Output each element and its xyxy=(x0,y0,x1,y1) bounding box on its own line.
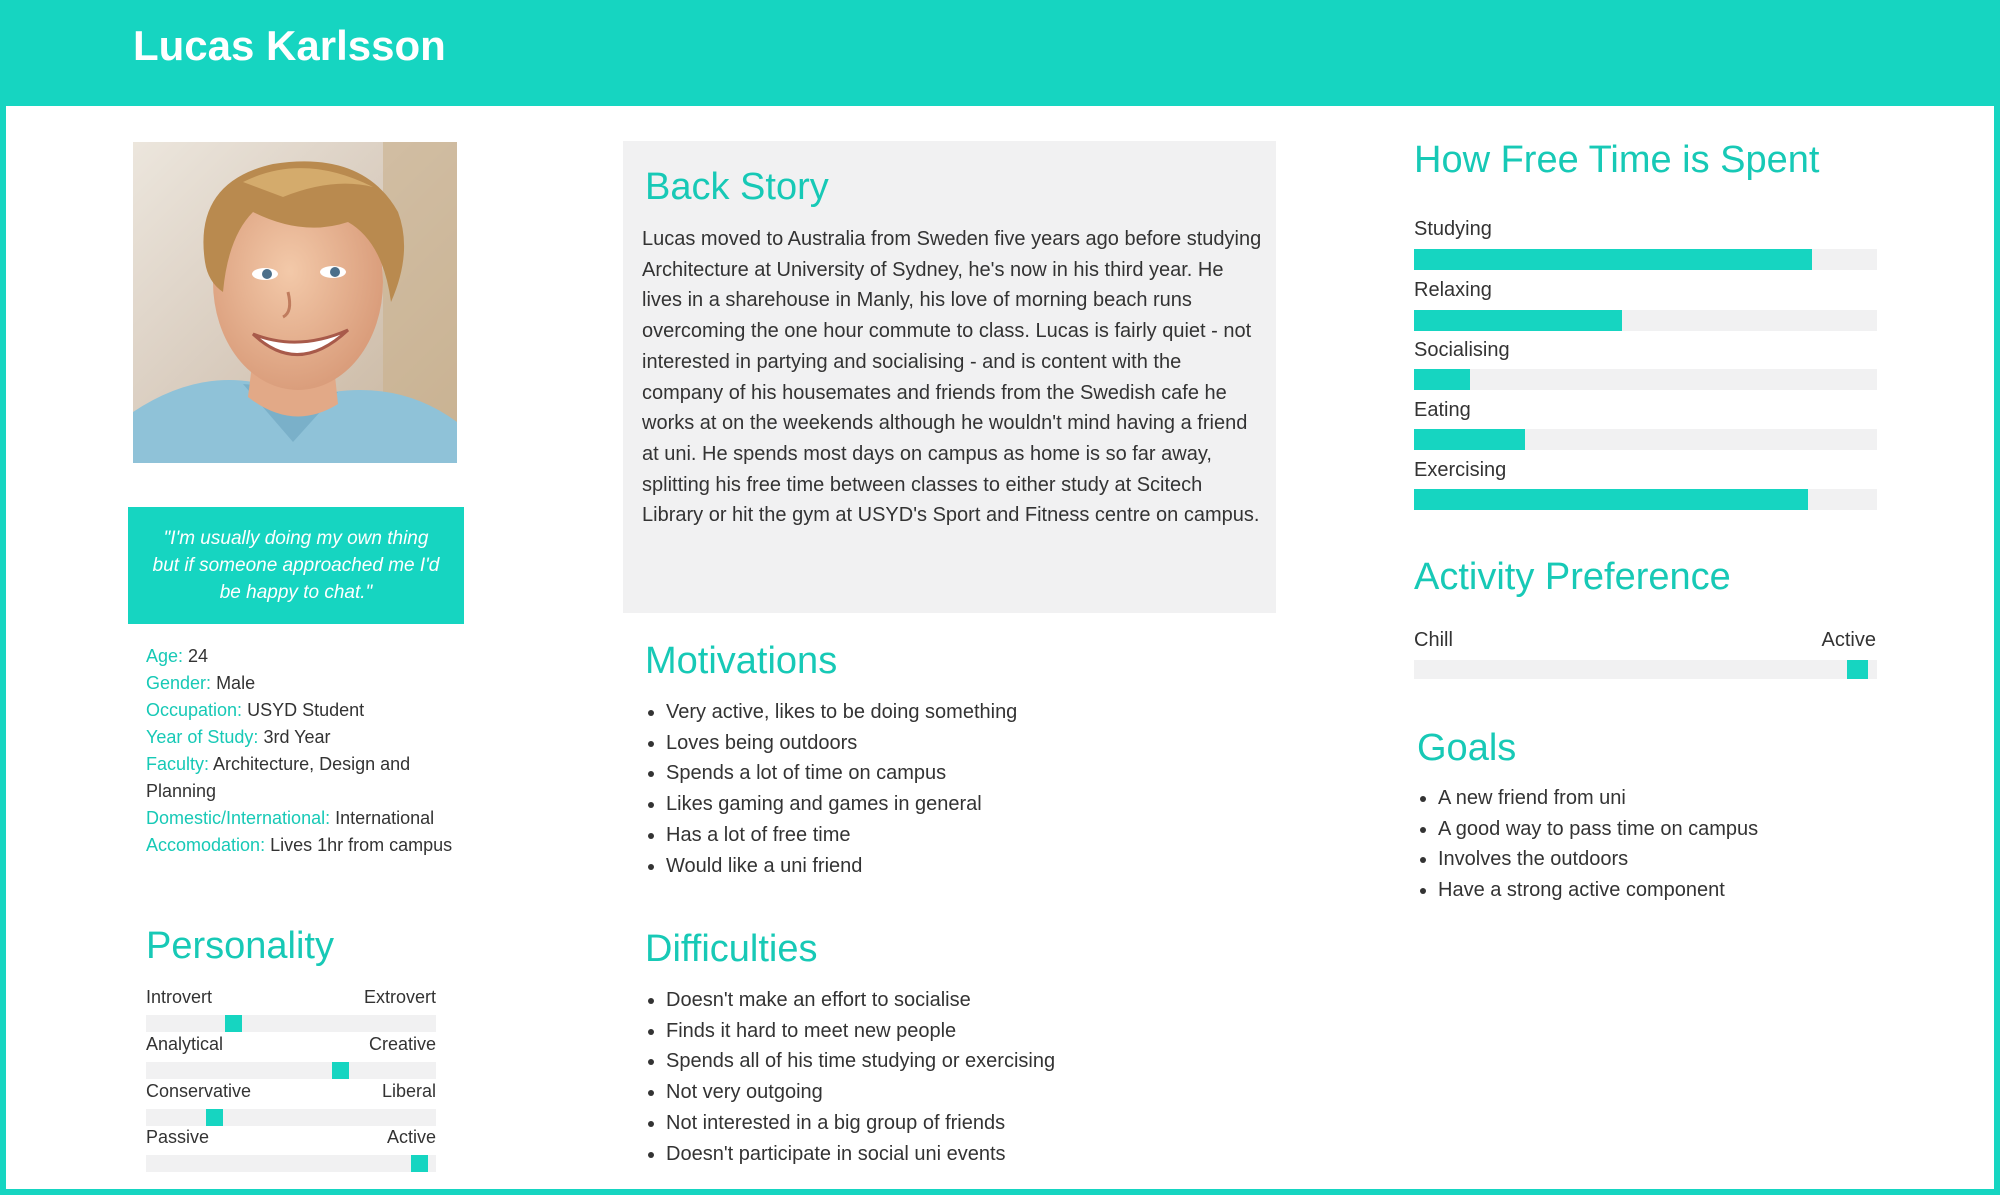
trait-track xyxy=(146,1155,436,1172)
list-item: • A good way to pass time on campus xyxy=(1438,814,1758,845)
bar-track xyxy=(1414,369,1877,390)
list-item: • Doesn't make an effort to socialise xyxy=(666,985,1055,1016)
trait-track xyxy=(146,1015,436,1032)
fact-occupation xyxy=(146,697,456,724)
trait-track xyxy=(146,1109,436,1126)
quote-text: "I'm usually doing my own thing but if someone approached me I'd be happy to chat." xyxy=(152,528,440,603)
motivations-title: Motivations xyxy=(645,640,838,682)
trait-left-label: Conservative xyxy=(146,1081,252,1101)
header-bar xyxy=(0,0,2000,106)
trait-knob xyxy=(411,1155,428,1172)
difficulties-title: Difficulties xyxy=(645,928,818,970)
fact-key: Domestic/International: xyxy=(146,808,331,828)
difficulties-list xyxy=(642,985,1055,1169)
fact-age xyxy=(146,643,456,670)
list-item: • Likes gaming and games in general xyxy=(666,789,1017,820)
fact-value: Architecture, Design and Planning xyxy=(146,754,411,801)
list-item: • Would like a uni friend xyxy=(666,851,1017,882)
activity-left-label: Chill xyxy=(1414,629,1453,651)
activity-track xyxy=(1414,660,1877,679)
bar-fill xyxy=(1414,369,1470,390)
bar-label: Relaxing xyxy=(1414,279,1492,301)
list-item: • Doesn't participate in social uni events xyxy=(666,1139,1055,1170)
trait-left-label: Analytical xyxy=(146,1034,224,1054)
list-item: • Spends all of his time studying or exercising xyxy=(666,1046,1055,1077)
persona-facts xyxy=(146,643,456,859)
trait-left-label: Introvert xyxy=(146,987,213,1007)
bar-label: Socialising xyxy=(1414,339,1510,361)
activity-title: Activity Preference xyxy=(1414,556,1731,598)
activity-right-label: Active xyxy=(1821,629,1876,651)
fact-faculty xyxy=(146,751,456,805)
trait-knob xyxy=(225,1015,242,1032)
list-item: • Very active, likes to be doing something xyxy=(666,697,1017,728)
trait-right-label: Extrovert xyxy=(363,987,436,1007)
list-item: • Involves the outdoors xyxy=(1438,844,1758,875)
trait-knob xyxy=(332,1062,349,1079)
list-item: • Spends a lot of time on campus xyxy=(666,758,1017,789)
fact-key: Age: xyxy=(146,646,184,666)
backstory-title: Back Story xyxy=(645,166,829,208)
bar-fill xyxy=(1414,429,1525,450)
fact-key: Occupation: xyxy=(146,700,243,720)
bar-fill xyxy=(1414,489,1808,510)
goals-list xyxy=(1414,783,1758,906)
bar-fill xyxy=(1414,249,1812,270)
list-item: • Finds it hard to meet new people xyxy=(666,1016,1055,1047)
free-time-title: How Free Time is Spent xyxy=(1414,139,1820,181)
list-item: • A new friend from uni xyxy=(1438,783,1758,814)
bar-label: Exercising xyxy=(1414,459,1507,481)
trait-track xyxy=(146,1062,436,1079)
fact-year-of-study xyxy=(146,724,456,751)
fact-value: 24 xyxy=(188,646,209,666)
fact-value: USYD Student xyxy=(247,700,365,720)
trait-left-label: Passive xyxy=(146,1127,210,1147)
trait-right-label: Creative xyxy=(368,1034,436,1054)
bar-fill xyxy=(1414,310,1622,331)
persona-photo xyxy=(133,142,457,463)
list-item: • Loves being outdoors xyxy=(666,728,1017,759)
fact-value: Lives 1hr from campus xyxy=(270,835,453,855)
fact-gender xyxy=(146,670,456,697)
bar-label: Eating xyxy=(1414,399,1471,421)
fact-value: Male xyxy=(216,673,256,693)
backstory-text: Lucas moved to Australia from Sweden five years ago before studying Architecture at University of Sydney, he's now in his third year. He lives in a sharehouse in Manly, his love of morning beach runs overcoming the one hour commute to class. Lucas is fairly quiet - not interested in partying and socialising - and is content with the company of his housemates and friends from the Swedish cafe he works at on the weekends although he wouldn't mind having a friend at uni. He spends most days on campus as home is so far away, splitting his free time between classes to either study at Scitech Library or hit the gym at USYD's Sport and Fitness centre on campus. xyxy=(642,228,1262,527)
bar-label: Studying xyxy=(1414,218,1492,240)
fact-key: Accomodation: xyxy=(146,835,266,855)
fact-value: International xyxy=(335,808,435,828)
trait-knob xyxy=(206,1109,223,1126)
persona-quote xyxy=(128,507,464,624)
activity-knob xyxy=(1847,660,1868,679)
fact-value: 3rd Year xyxy=(263,727,331,747)
list-item: • Has a lot of free time xyxy=(666,820,1017,851)
fact-domestic-international xyxy=(146,805,456,832)
fact-key: Year of Study: xyxy=(146,727,259,747)
list-item: • Not interested in a big group of friends xyxy=(666,1108,1055,1139)
trait-right-label: Active xyxy=(386,1127,436,1147)
fact-key: Gender: xyxy=(146,673,212,693)
portrait-image xyxy=(133,142,457,463)
trait-right-label: Liberal xyxy=(381,1081,436,1101)
fact-accomodation xyxy=(146,832,456,859)
personality-title: Personality xyxy=(146,925,334,967)
fact-key: Faculty: xyxy=(146,754,210,774)
list-item: • Have a strong active component xyxy=(1438,875,1758,906)
motivations-list xyxy=(642,697,1017,881)
list-item: • Not very outgoing xyxy=(666,1077,1055,1108)
persona-name: Lucas Karlsson xyxy=(133,22,446,69)
goals-title: Goals xyxy=(1417,727,1517,769)
